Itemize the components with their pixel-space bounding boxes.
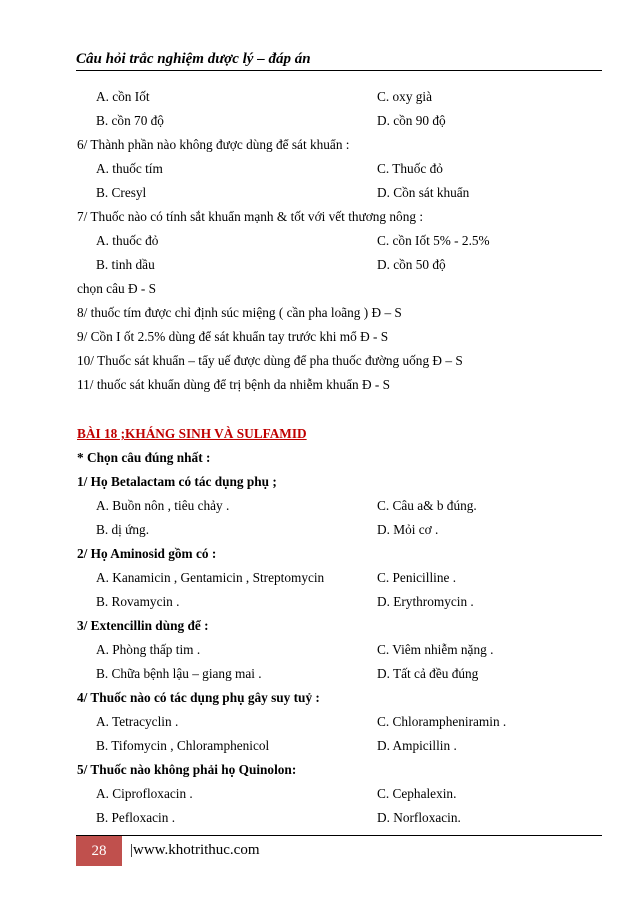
question-text: 9/ Cồn I ốt 2.5% dùng để sát khuẩn tay trước khi mổ Đ - S [77,329,389,344]
answer-option: C. Chlorampheniramin . [377,714,507,729]
answer-option: A. Ciprofloxacin . [96,786,193,801]
answer-option: C. Penicilline . [377,570,457,585]
answer-option: B. cồn 70 độ [96,113,164,128]
answer-option: D. Cồn sát khuẩn [377,185,470,200]
answer-option: C. cồn Iốt 5% - 2.5% [377,233,490,248]
answer-option: C. oxy già [377,89,433,104]
answer-option: B. Cresyl [96,185,147,200]
question-text: 4/ Thuốc nào có tác dụng phụ gây suy tuỷ : [77,690,320,705]
question-text: 1/ Họ Betalactam có tác dụng phụ ; [77,474,277,489]
question-text: * Chọn câu đúng nhất : [77,450,211,465]
question-text: 6/ Thành phần nào không được dùng để sát khuẩn : [77,137,350,152]
answer-option: A. Tetracyclin . [96,714,179,729]
section-heading: BÀI 18 ;KHÁNG SINH VÀ SULFAMID [77,426,307,441]
answer-option: A. Buồn nôn , tiêu chảy . [96,498,230,513]
footer-divider [76,835,602,836]
answer-option: C. Viêm nhiễm nặng . [377,642,494,657]
page-number: 28 [76,836,122,866]
answer-option: A. Kanamicin , Gentamicin , Streptomycin [96,570,325,585]
answer-option: A. Phòng thấp tim . [96,642,201,657]
answer-option: D. Ampicillin . [377,738,457,753]
question-text: 11/ thuốc sát khuẩn dùng để trị bệnh da nhiễm khuẩn Đ - S [77,377,391,392]
answer-option: D. Mỏi cơ . [377,522,439,537]
answer-option: C. Cephalexin. [377,786,457,801]
header-divider [76,70,602,71]
answer-option: B. dị ứng. [96,522,150,537]
answer-option: D. cồn 90 độ [377,113,446,128]
answer-option: D. Norfloxacin. [377,810,461,825]
answer-option: B. Chữa bệnh lậu – giang mai . [96,666,262,681]
answer-option: A. thuốc tím [96,161,163,176]
answer-option: C. Câu a& b đúng. [377,498,477,513]
answer-option: B. Pefloxacin . [96,810,176,825]
answer-option: B. tinh dầu [96,257,155,272]
footer-website-link[interactable]: |www.khotrithuc.com [130,842,260,858]
answer-option: A. thuốc đỏ [96,233,159,248]
question-text: 5/ Thuốc nào không phải họ Quinolon: [77,762,297,777]
answer-option: D. cồn 50 độ [377,257,446,272]
question-text: 3/ Extencillin dùng để : [77,618,209,633]
question-text: 7/ Thuốc nào có tính sắt khuẩn mạnh & tốt với vết thương nông : [77,209,424,224]
answer-option: A. cồn Iốt [96,89,150,104]
answer-option: D. Tất cả đều đúng [377,666,479,681]
question-text: 2/ Họ Aminosid gồm có : [77,546,217,561]
answer-option: B. Rovamycin . [96,594,180,609]
question-text: chọn câu Đ - S [77,281,157,296]
page-header-title: Câu hỏi trắc nghiệm dược lý – đáp án [76,51,311,67]
question-text: 10/ Thuốc sát khuẩn – tẩy uế được dùng để pha thuốc đường uống Đ – S [77,353,463,368]
answer-option: C. Thuốc đỏ [377,161,443,176]
answer-option: B. Tifomycin , Chloramphenicol [96,738,270,753]
question-text: 8/ thuốc tím được chỉ định súc miệng ( cần pha loãng ) Đ – S [77,305,402,320]
answer-option: D. Erythromycin . [377,594,474,609]
